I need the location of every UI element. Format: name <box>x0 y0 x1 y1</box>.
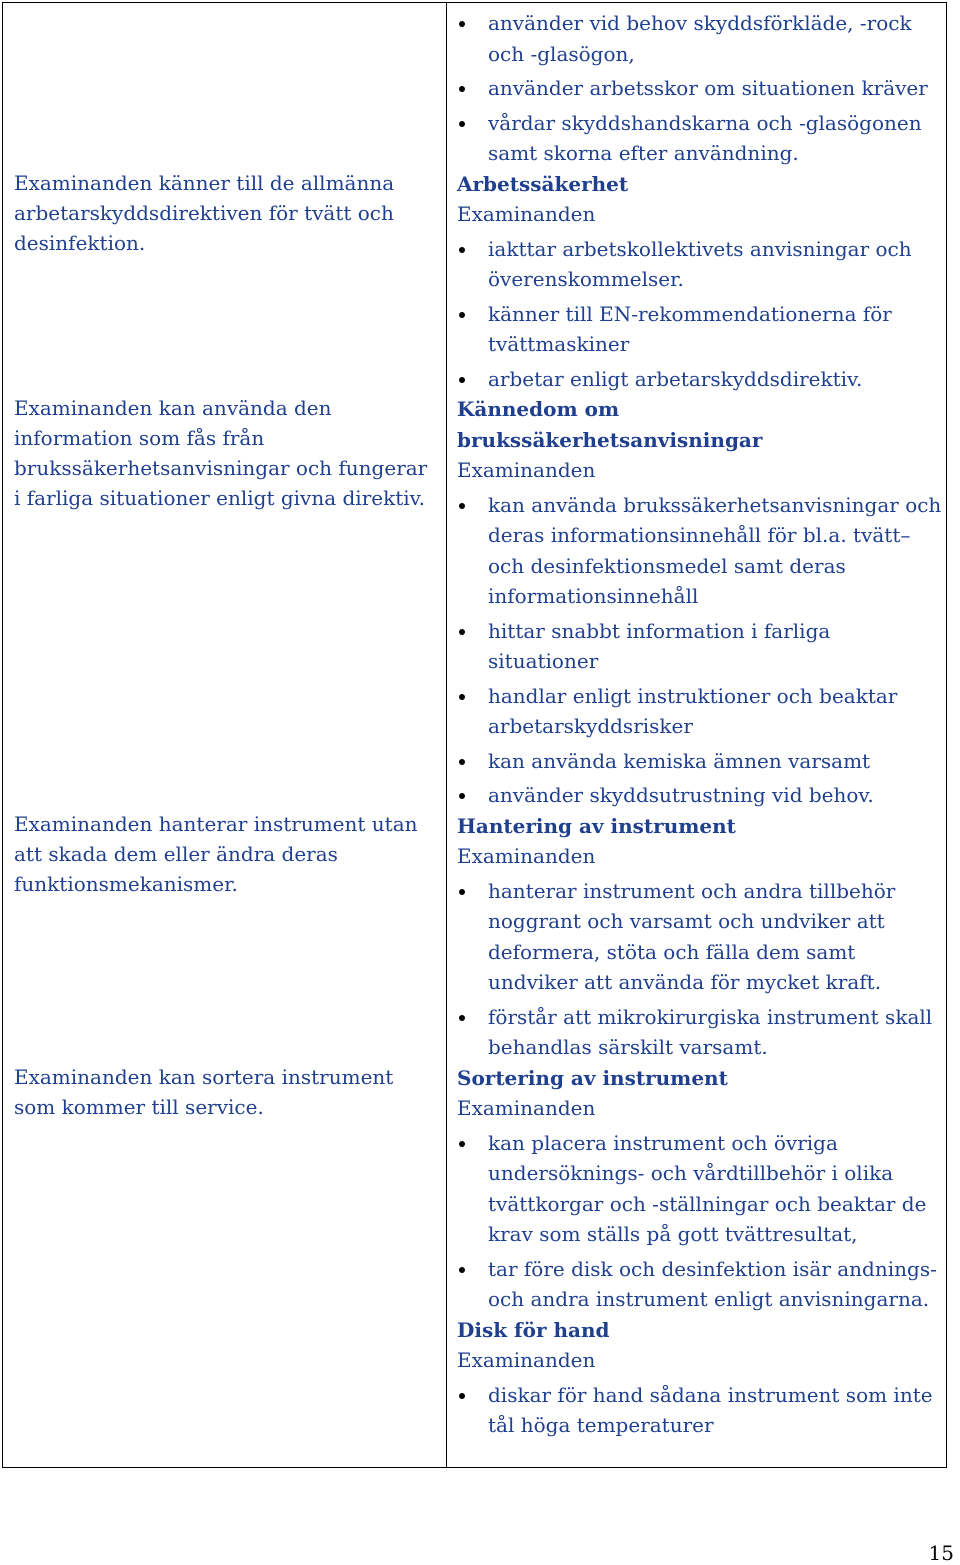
list-item: använder arbetsskor om situationen kräver <box>457 73 945 104</box>
bullet-icon <box>459 759 465 765</box>
list-item: känner till EN-rekommendationerna för tvättmaskiner <box>457 299 945 360</box>
list-item: använder vid behov skyddsförkläde, -rock och -glasögon, <box>457 8 945 69</box>
list-item: kan använda brukssäkerhetsanvisningar och deras informationsinnehåll för bl.a. tvätt– och desinfektionsmedel samt deras informationsinnehåll <box>457 490 945 612</box>
section-subject: Examinanden <box>457 202 596 226</box>
bullet-icon <box>459 793 465 799</box>
list-item: hanterar instrument och andra tillbehör noggrant och varsamt och undviker att deformera, stöta och fälla dem samt undviker att använda för mycket kraft. <box>457 876 945 998</box>
section-subject: Examinanden <box>457 844 596 868</box>
bullet-icon <box>459 629 465 635</box>
list-item: kan placera instrument och övriga undersöknings- och vårdtillbehör i olika tvättkorgar och -ställningar och beaktar de krav som ställs på gott tvättresultat, <box>457 1128 945 1250</box>
bullet-icon <box>459 377 465 383</box>
bullet-icon <box>459 1141 465 1147</box>
bullet-icon <box>459 21 465 27</box>
bullet-icon <box>459 889 465 895</box>
section-subject: Examinanden <box>457 1096 596 1120</box>
section-heading: Arbetssäkerhet <box>457 171 629 196</box>
list-item: förstår att mikrokirurgiska instrument skall behandlas särskilt varsamt. <box>457 1002 945 1063</box>
bullet-icon <box>459 312 465 318</box>
bullet-icon <box>459 694 465 700</box>
right-column <box>457 8 945 1441</box>
list-item: tar före disk och desinfektion isär andnings- och andra instrument enligt anvisningarna. <box>457 1254 945 1315</box>
section-heading: Sortering av instrument <box>457 1065 728 1090</box>
list-item: diskar för hand sådana instrument som inte tål höga temperaturer <box>457 1380 945 1441</box>
section-subject: Examinanden <box>457 1348 596 1372</box>
page-number: 15 <box>928 1541 954 1565</box>
list-item: arbetar enligt arbetarskyddsdirektiv. <box>457 364 945 395</box>
section-subject: Examinanden <box>457 458 596 482</box>
bullet-icon <box>459 1015 465 1021</box>
bullet-icon <box>459 503 465 509</box>
list-item: kan använda kemiska ämnen varsamt <box>457 746 945 777</box>
column-divider <box>446 3 447 1467</box>
bullet-icon <box>459 247 465 253</box>
section-heading: Disk för hand <box>457 1317 610 1342</box>
left-criterion-3: Examinanden hanterar instrument utan att skada dem eller ändra deras funktionsmekanismer. <box>14 812 418 896</box>
bullet-icon <box>459 1267 465 1273</box>
left-criterion-4: Examinanden kan sortera instrument som kommer till service. <box>14 1065 394 1119</box>
bullet-icon <box>459 1393 465 1399</box>
list-item: hittar snabbt information i farliga situationer <box>457 616 945 677</box>
left-criterion-1: Examinanden känner till de allmänna arbetarskyddsdirektiven för tvätt och desinfektion. <box>14 171 395 255</box>
list-item: använder skyddsutrustning vid behov. <box>457 780 945 811</box>
left-criterion-2: Examinanden kan använda den information som fås från brukssäkerhetsanvisningar och fungerar i farliga situationer enligt givna direktiv. <box>14 396 428 510</box>
list-item: handlar enligt instruktioner och beaktar arbetarskyddsrisker <box>457 681 945 742</box>
section-heading: Kännedom om brukssäkerhetsanvisningar <box>457 397 763 452</box>
bullet-icon <box>459 121 465 127</box>
section-heading: Hantering av instrument <box>457 813 736 838</box>
criteria-table <box>2 2 947 1468</box>
bullet-icon <box>459 86 465 92</box>
list-item: iakttar arbetskollektivets anvisningar och överenskommelser. <box>457 234 945 295</box>
list-item: vårdar skyddshandskarna och -glasögonen samt skorna efter användning. <box>457 108 945 169</box>
